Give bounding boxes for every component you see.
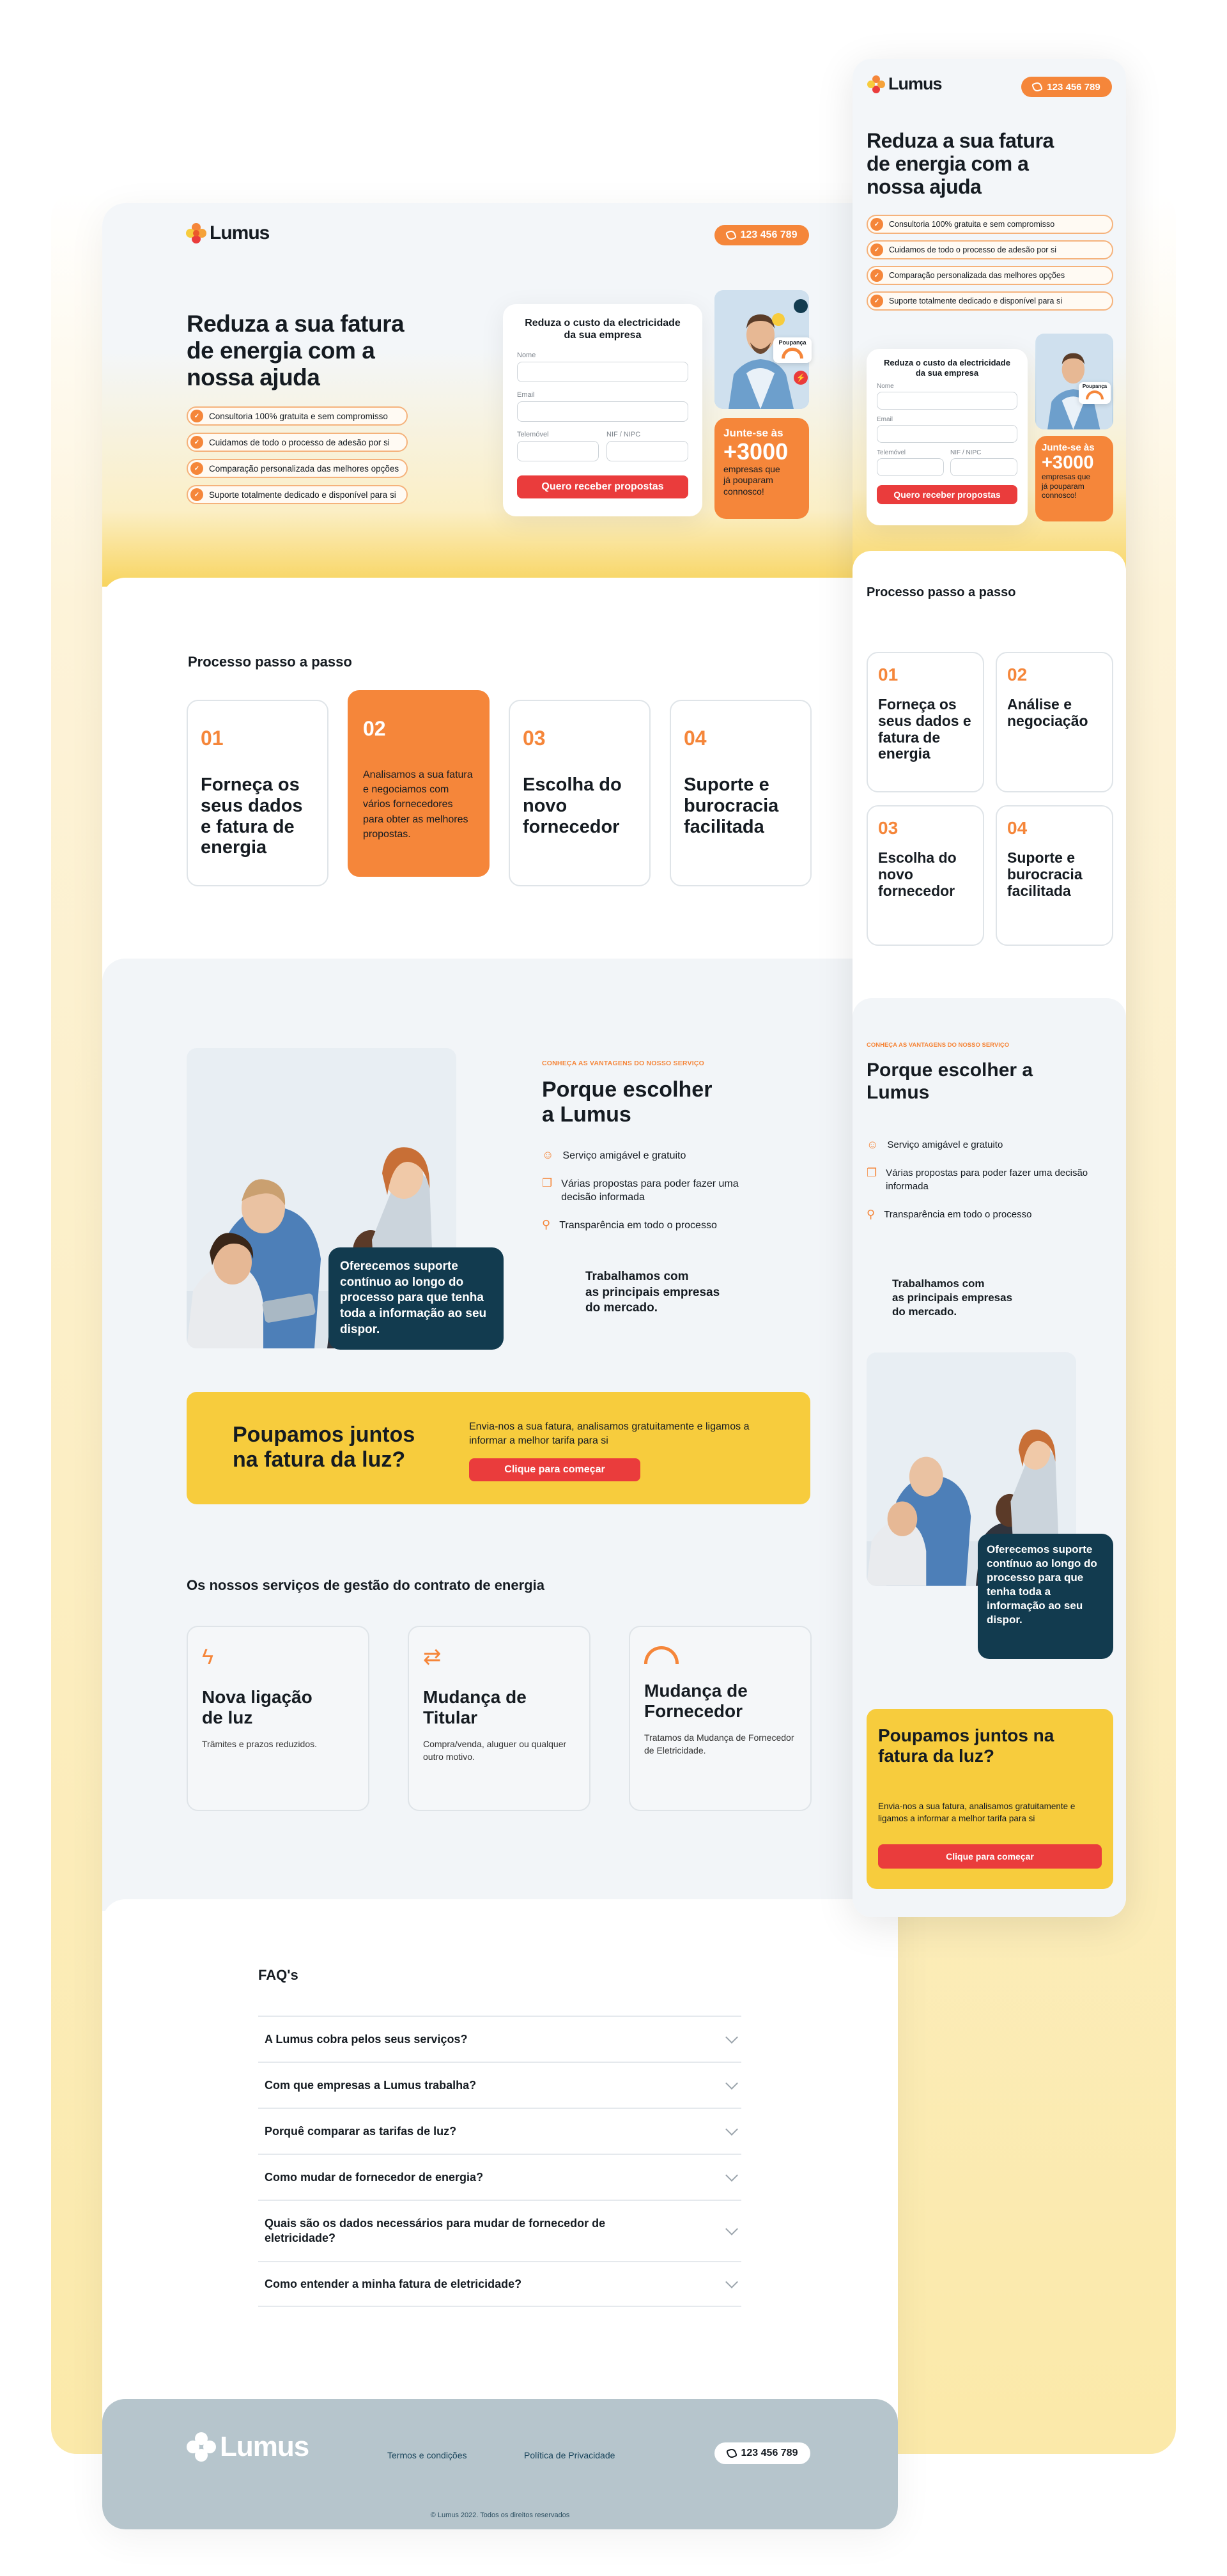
phone-input[interactable] xyxy=(877,458,944,476)
mobile-step-card-04: 04 Suporte e burocracia facilitada xyxy=(996,805,1113,946)
service-card-change-supplier xyxy=(629,1626,812,1811)
faq-item[interactable]: Porquê comparar as tarifas de luz? xyxy=(258,2108,741,2154)
chevron-down-icon xyxy=(725,2169,738,2182)
email-label: Email xyxy=(517,391,535,399)
mobile-partners-text: Trabalhamos com as principais empresas do mercado. xyxy=(892,1277,1013,1318)
bolt-icon: ⚡ xyxy=(794,371,808,385)
sunflower-icon xyxy=(187,2432,216,2462)
service-title: Nova ligação de luz xyxy=(202,1687,313,1728)
chevron-down-icon xyxy=(725,2223,738,2235)
phone-icon xyxy=(725,229,737,241)
search-icon: ⚲ xyxy=(542,1217,551,1231)
checklist-item: ✓ Cuidamos de todo o processo de adesão por si xyxy=(867,240,1113,259)
step-card-03 xyxy=(509,700,651,886)
service-title: Mudança de Fornecedor xyxy=(644,1681,748,1722)
sunflower-icon xyxy=(187,224,206,243)
checklist-item: ✓ Comparação personalizada das melhores opções xyxy=(867,266,1113,285)
cta-banner xyxy=(187,1392,810,1504)
why-features xyxy=(542,1149,746,1232)
faq-item[interactable]: Quais são os dados necessários para mudar de fornecedor de eletricidade? xyxy=(258,2200,741,2261)
email-input[interactable] xyxy=(517,401,688,422)
savings-widget: Poupança xyxy=(1079,382,1111,404)
cta-button[interactable]: Clique para começar xyxy=(469,1458,640,1481)
name-label: Nome xyxy=(877,383,894,390)
lightning-icon: ϟ xyxy=(202,1645,213,1669)
checklist-item: ✓ Consultoria 100% gratuita e sem compromisso xyxy=(187,406,408,426)
sunflower-icon xyxy=(868,76,884,93)
phone-label: Telemóvel xyxy=(517,431,549,439)
feature-item: ☺ Serviço amigável e gratuito xyxy=(542,1148,686,1161)
faq-item[interactable]: A Lumus cobra pelos seus serviços? xyxy=(258,2016,741,2062)
faq-title: FAQ's xyxy=(258,1967,298,1983)
copyright: © Lumus 2022. Todos os direitos reservados xyxy=(430,2511,570,2519)
chevron-down-icon xyxy=(725,2123,738,2136)
mobile-hero-title: Reduza a sua fatura de energia com a nossa ajuda xyxy=(867,129,1054,199)
mobile-join-counter: Junte-se às +3000 empresas que já pouparam connosco! xyxy=(1035,436,1113,521)
mobile-why-features xyxy=(867,1139,1103,1221)
mobile-support-callout: Oferecemos suporte contínuo ao longo do processo para que tenha toda a informação ao seu dispor. xyxy=(978,1534,1113,1659)
submit-button[interactable]: Quero receber propostas xyxy=(517,475,688,498)
faq-item[interactable]: Como mudar de fornecedor de energia? xyxy=(258,2154,741,2200)
mobile-mockup xyxy=(853,59,1126,1917)
mobile-step-card-03: 03 Escolha do novo fornecedor xyxy=(867,805,984,946)
check-icon: ✓ xyxy=(870,218,883,231)
checklist-item: ✓ Suporte totalmente dedicado e disponível para si xyxy=(187,485,408,504)
step-number: 01 xyxy=(201,727,224,750)
checklist-item: ✓ Cuidamos de todo o processo de adesão por si xyxy=(187,433,408,452)
documents-icon: ❐ xyxy=(867,1166,877,1180)
nif-label: NIF / NIPC xyxy=(950,449,982,457)
service-card-new-connection xyxy=(187,1626,369,1811)
hero-title: Reduza a sua fatura de energia com a nossa ajuda xyxy=(187,311,405,390)
service-desc: Trâmites e prazos reduzidos. xyxy=(202,1739,317,1750)
lead-form xyxy=(503,304,702,516)
footer xyxy=(102,2399,898,2529)
why-title: Porque escolher a Lumus xyxy=(542,1077,713,1127)
chart-icon xyxy=(794,299,808,313)
service-card-change-holder xyxy=(408,1626,590,1811)
mobile-why-eyebrow: CONHEÇA AS VANTAGENS DO NOSSO SERVIÇO xyxy=(867,1042,1010,1049)
name-label: Nome xyxy=(517,351,536,360)
join-counter: Junte-se às +3000 empresas que já pouparam connosco! xyxy=(714,418,809,519)
gauge-icon xyxy=(644,1646,679,1664)
header-logo[interactable] xyxy=(187,222,269,244)
partners-text: Trabalhamos com as principais empresas do mercado. xyxy=(585,1270,720,1315)
phone-label: Telemóvel xyxy=(877,449,906,457)
form-title: Reduza o custo da electricidade da sua empresa xyxy=(525,318,681,341)
phone-number: 123 456 789 xyxy=(740,229,798,240)
step-text: Forneça os seus dados e fatura de energia xyxy=(201,775,303,858)
phone-input[interactable] xyxy=(517,441,599,461)
terms-link[interactable]: Termos e condições xyxy=(387,2450,467,2460)
feature-item: ⚲ Transparência em todo o processo xyxy=(867,1207,1032,1221)
step-description: Analisamos a sua fatura e negociamos com vários fornecedores para obter as melhores propostas. xyxy=(363,769,473,840)
cta-text: Envia-nos a sua fatura, analisamos gratuitamente e ligamos a informar a melhor tarifa para si xyxy=(878,1801,1076,1823)
mobile-checklist xyxy=(867,215,1113,311)
step-number: 03 xyxy=(523,727,546,750)
step-number: 04 xyxy=(684,727,707,750)
checklist-item: ✓ Comparação personalizada das melhores opções xyxy=(187,459,408,478)
check-icon: ✓ xyxy=(190,488,203,501)
service-desc: Tratamos da Mudança de Fornecedor de Eletricidade. xyxy=(644,1732,794,1755)
footer-logo[interactable]: Lumus xyxy=(187,2431,309,2463)
step-text: Suporte e burocracia facilitada xyxy=(684,775,779,837)
mobile-lead-form xyxy=(867,349,1028,525)
smile-icon: ☺ xyxy=(542,1148,554,1161)
mobile-steps-title: Processo passo a passo xyxy=(867,585,1016,599)
mobile-why-title: Porque escolher a Lumus xyxy=(867,1060,1033,1103)
support-callout: Oferecemos suporte contínuo ao longo do processo para que tenha toda a informação ao seu dispor. xyxy=(328,1247,504,1350)
consultant-photo xyxy=(1035,334,1113,429)
checklist-item: ✓ Consultoria 100% gratuita e sem compromisso xyxy=(867,215,1113,234)
chevron-down-icon xyxy=(725,2276,738,2288)
nif-input[interactable] xyxy=(606,441,688,461)
chevron-down-icon xyxy=(725,2077,738,2090)
check-icon: ✓ xyxy=(190,436,203,449)
chevron-down-icon xyxy=(725,2031,738,2044)
search-icon: ⚲ xyxy=(867,1207,876,1221)
footer-phone-button[interactable]: 123 456 789 xyxy=(714,2442,810,2464)
phone-button[interactable] xyxy=(714,225,809,245)
step-card-04 xyxy=(670,700,812,886)
checklist-item: ✓ Suporte totalmente dedicado e disponível para si xyxy=(867,291,1113,311)
nif-input[interactable] xyxy=(950,458,1017,476)
faq-item[interactable]: Com que empresas a Lumus trabalha? xyxy=(258,2062,741,2108)
why-eyebrow: CONHEÇA AS VANTAGENS DO NOSSO SERVIÇO xyxy=(542,1060,704,1067)
mobile-step-card-02: 02 Análise e negociação xyxy=(996,652,1113,792)
mobile-logo[interactable]: Lumus xyxy=(868,74,942,94)
documents-icon: ❐ xyxy=(542,1176,553,1189)
coin-icon xyxy=(772,313,785,326)
feature-item: ☺ Serviço amigável e gratuito xyxy=(867,1138,1003,1151)
faq-item[interactable]: Como entender a minha fatura de eletricidade? xyxy=(258,2261,741,2307)
mobile-cta-button[interactable]: Clique para começar xyxy=(878,1844,1102,1869)
step-number: 02 xyxy=(363,717,386,740)
mobile-cta-banner xyxy=(867,1709,1113,1889)
phone-icon xyxy=(1031,81,1043,93)
cta-title: Poupamos juntos na fatura da luz? xyxy=(233,1423,415,1472)
steps-title: Processo passo a passo xyxy=(188,654,352,670)
check-icon: ✓ xyxy=(190,462,203,475)
feature-item: ❐ Várias propostas para poder fazer uma decisão informada xyxy=(867,1166,1088,1192)
brand-name: Lumus xyxy=(210,222,270,243)
smile-icon: ☺ xyxy=(867,1138,879,1151)
hero-checklist xyxy=(187,406,408,504)
nif-label: NIF / NIPC xyxy=(606,431,641,439)
services-title: Os nossos serviços de gestão do contrato de energia xyxy=(187,1577,544,1593)
email-label: Email xyxy=(877,416,893,424)
mobile-steps-section xyxy=(853,551,1126,1037)
feature-item: ⚲ Transparência em todo o processo xyxy=(542,1217,717,1231)
check-icon: ✓ xyxy=(870,243,883,256)
mobile-phone-button[interactable]: 123 456 789 xyxy=(1021,77,1112,97)
step-text: Escolha do novo fornecedor xyxy=(523,775,622,837)
form-title: Reduza o custo da electricidade da sua empresa xyxy=(884,358,1010,378)
desktop-mockup xyxy=(102,203,898,2529)
name-input[interactable] xyxy=(877,392,1017,410)
check-icon: ✓ xyxy=(190,410,203,422)
gauge-icon xyxy=(782,348,803,359)
check-icon: ✓ xyxy=(870,295,883,307)
cta-title: Poupamos juntos na fatura da luz? xyxy=(878,1725,1054,1766)
submit-button[interactable]: Quero receber propostas xyxy=(877,485,1017,504)
check-icon: ✓ xyxy=(870,269,883,282)
savings-widget: Poupança xyxy=(773,337,812,363)
phone-icon xyxy=(726,2448,737,2459)
step-card-01 xyxy=(187,700,328,886)
name-input[interactable] xyxy=(517,362,688,382)
service-title: Mudança de Titular xyxy=(423,1687,527,1728)
step-card-02 xyxy=(348,690,490,877)
email-input[interactable] xyxy=(877,425,1017,443)
gauge-icon xyxy=(1086,390,1104,399)
service-desc: Compra/venda, aluguer ou qualquer outro motivo. xyxy=(423,1739,567,1762)
mobile-step-card-01: 01 Forneça os seus dados e fatura de energia xyxy=(867,652,984,792)
cta-text: Envia-nos a sua fatura, analisamos gratuitamente e ligamos a informar a melhor tarifa para si xyxy=(469,1421,750,1447)
feature-item: ❐ Várias propostas para poder fazer uma decisão informada xyxy=(542,1176,739,1203)
privacy-link[interactable]: Política de Privacidade xyxy=(524,2450,615,2460)
swap-arrows-icon: ⇄ xyxy=(423,1645,442,1669)
faq-list xyxy=(258,2016,741,2307)
